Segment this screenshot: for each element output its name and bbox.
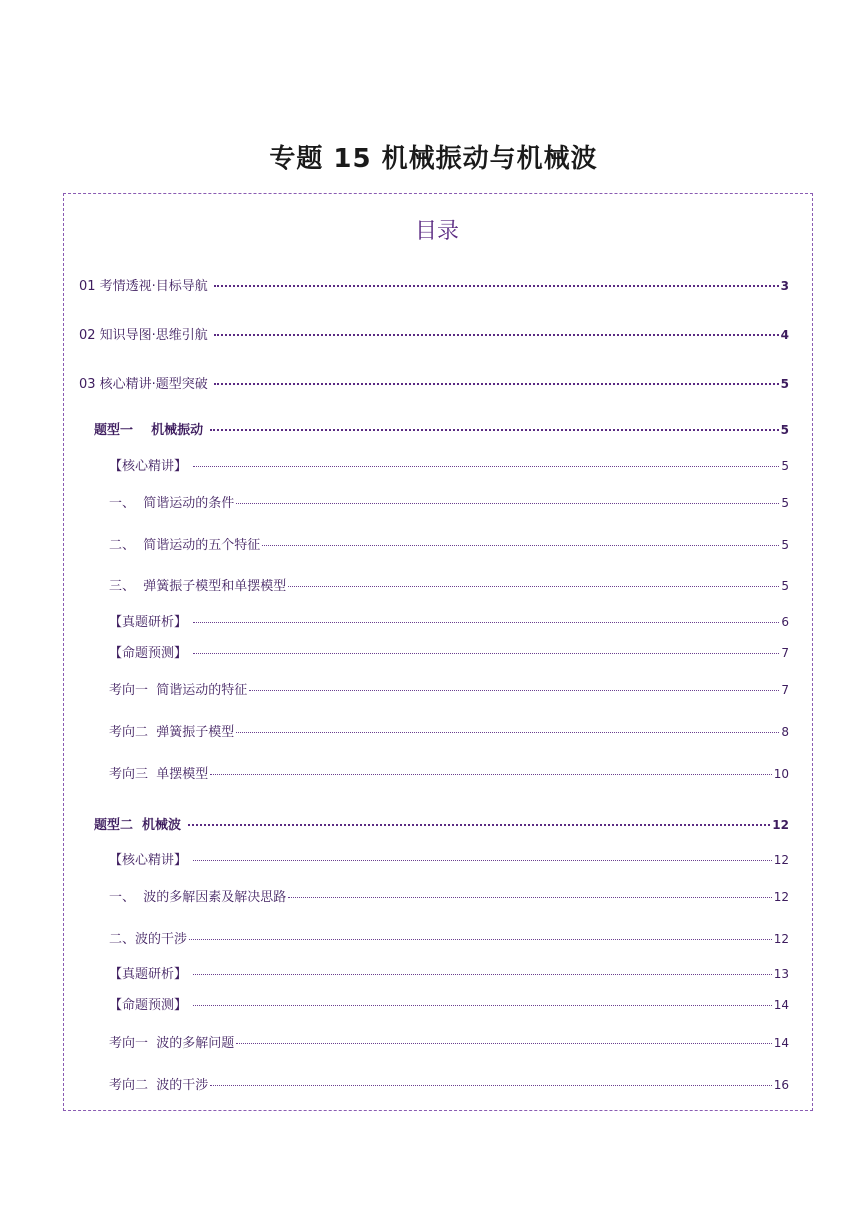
toc-entry-label: 【命题预测】: [109, 646, 192, 661]
toc-entry[interactable]: [109, 578, 789, 595]
toc-entry-page: 14: [773, 1036, 789, 1050]
dot-leader: [214, 383, 779, 385]
toc-entry[interactable]: [109, 966, 789, 983]
toc-entry[interactable]: [109, 724, 789, 741]
toc-entry-page: 7: [781, 646, 789, 660]
dot-leader: [214, 334, 779, 336]
dot-leader: [210, 429, 779, 431]
toc-entry[interactable]: [109, 1077, 789, 1094]
toc-entry-page: 4: [780, 328, 789, 342]
toc-entry[interactable]: [109, 766, 789, 783]
toc-entry-page: 14: [773, 998, 789, 1012]
toc-entry-page: 12: [773, 853, 789, 867]
dot-leader: [288, 586, 779, 587]
dot-leader: [249, 690, 779, 691]
dot-leader: [210, 774, 771, 775]
dot-leader: [193, 466, 779, 467]
toc-entry-page: 6: [781, 615, 789, 629]
toc-entry[interactable]: [109, 997, 789, 1014]
toc-entry-label: 考向一 简谐运动的特征: [109, 683, 248, 698]
toc-entry-page: 13: [773, 967, 789, 981]
dot-leader: [210, 1085, 771, 1086]
toc-entry-label: 一、 波的多解因素及解决思路: [109, 890, 287, 905]
toc-entry-page: 16: [773, 1078, 789, 1092]
dot-leader: [288, 897, 771, 898]
toc-entry-page: 10: [773, 767, 789, 781]
toc-entry-page: 5: [780, 423, 789, 437]
toc-entry-label: 考向一 波的多解问题: [109, 1036, 235, 1051]
toc-entry[interactable]: [109, 458, 789, 475]
toc-entry-label: 【真题研析】: [109, 615, 192, 630]
toc-entry-label: 01 考情透视·目标导航: [79, 279, 212, 294]
dot-leader: [262, 545, 779, 546]
toc-entry-label: 题型一 机械振动: [94, 423, 208, 438]
toc-entry-label: 【真题研析】: [109, 967, 192, 982]
dot-leader: [236, 1043, 771, 1044]
toc-entry-page: 5: [781, 579, 789, 593]
toc-entry-label: 题型二 机械波: [94, 818, 186, 833]
toc-entry-page: 5: [781, 538, 789, 552]
page-title: 专题 15 机械振动与机械波: [269, 144, 598, 174]
toc-entry-page: 5: [781, 496, 789, 510]
toc-heading: 目录: [414, 219, 459, 244]
toc-entry-page: 12: [772, 818, 789, 832]
toc-entry-page: 3: [780, 279, 789, 293]
toc-entry-label: 一、 简谐运动的条件: [109, 496, 235, 511]
toc-entry[interactable]: [94, 817, 789, 834]
toc-entry-label: 考向二 弹簧振子模型: [109, 725, 235, 740]
toc-entry[interactable]: [109, 645, 789, 662]
toc-entry[interactable]: [79, 278, 789, 295]
toc-entry-page: 12: [773, 932, 789, 946]
dot-leader: [236, 732, 779, 733]
dot-leader: [193, 1005, 772, 1006]
toc-entry[interactable]: [109, 495, 789, 512]
toc-entry-label: 考向三 单摆模型: [109, 767, 209, 782]
dot-leader: [193, 653, 779, 654]
toc-entry[interactable]: [109, 614, 789, 631]
toc-entry[interactable]: [79, 327, 789, 344]
toc-entry-page: 5: [781, 459, 789, 473]
toc-entry-label: 【核心精讲】: [109, 853, 192, 868]
dot-leader: [236, 503, 779, 504]
dot-leader: [189, 939, 772, 940]
toc-entry-label: 【命题预测】: [109, 998, 192, 1013]
toc-entry-page: 8: [781, 725, 789, 739]
toc-entry[interactable]: [109, 889, 789, 906]
toc-entry[interactable]: [94, 422, 789, 439]
toc-entry[interactable]: [109, 1035, 789, 1052]
toc-entry-label: 03 核心精讲·题型突破: [79, 377, 212, 392]
dot-leader: [193, 974, 772, 975]
toc-entry-label: 02 知识导图·思维引航: [79, 328, 212, 343]
dot-leader: [193, 622, 779, 623]
toc-entry-label: 三、 弹簧振子模型和单摆模型: [109, 579, 287, 594]
toc-entry-label: 二、 简谐运动的五个特征: [109, 538, 261, 553]
toc-entry[interactable]: [109, 852, 789, 869]
toc-entry-page: 12: [773, 890, 789, 904]
toc-entry-page: 5: [780, 377, 789, 391]
toc-entry[interactable]: [109, 537, 789, 554]
dot-leader: [188, 824, 771, 826]
toc-entry-label: 【核心精讲】: [109, 459, 192, 474]
dot-leader: [214, 285, 779, 287]
toc-entry[interactable]: [109, 931, 789, 948]
dot-leader: [193, 860, 772, 861]
toc-entry-label: 考向二 波的干涉: [109, 1078, 209, 1093]
toc-entry[interactable]: [109, 682, 789, 699]
toc-entry-page: 7: [781, 683, 789, 697]
toc-entry[interactable]: [79, 376, 789, 393]
toc-entry-label: 二、波的干涉: [109, 932, 188, 947]
